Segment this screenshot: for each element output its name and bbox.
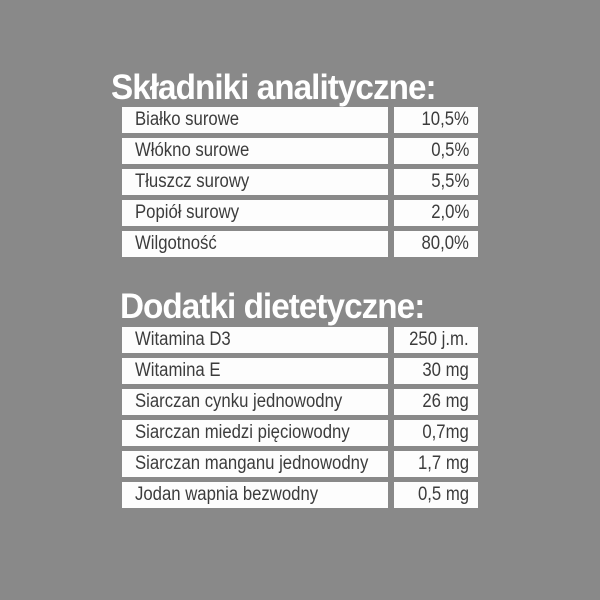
- row-label: [122, 107, 388, 133]
- table-row: [122, 231, 478, 257]
- table-row: [122, 169, 478, 195]
- ingredient-amount: 0,5 mg: [417, 484, 469, 505]
- ingredient-amount: 5,5%: [430, 171, 469, 192]
- row-value: [394, 451, 478, 477]
- table-row: [122, 451, 478, 477]
- ingredient-name: Włókno surowe: [135, 140, 250, 161]
- ingredient-amount: 1,7 mg: [417, 453, 469, 474]
- ingredient-name: Jodan wapnia bezwodny: [135, 484, 319, 505]
- row-value: [394, 107, 478, 133]
- row-value: [394, 138, 478, 164]
- ingredient-name: Siarczan miedzi pięciowodny: [135, 422, 350, 443]
- row-label: [122, 231, 388, 257]
- ingredient-amount: 0,7mg: [422, 422, 469, 443]
- table-row: [122, 138, 478, 164]
- row-label: [122, 169, 388, 195]
- row-label: [122, 389, 388, 415]
- row-value: [394, 231, 478, 257]
- ingredient-name: Siarczan manganu jednowodny: [135, 453, 369, 474]
- table-row: [122, 358, 478, 384]
- analytical-components-table: [122, 107, 478, 257]
- table-row: [122, 420, 478, 446]
- ingredient-name: Wilgotność: [135, 233, 217, 254]
- table-row: [122, 389, 478, 415]
- row-label: [122, 420, 388, 446]
- table-row: [122, 200, 478, 226]
- ingredient-amount: 26 mg: [422, 391, 469, 412]
- ingredient-name: Białko surowe: [135, 109, 240, 130]
- row-value: [394, 327, 478, 353]
- row-label: [122, 200, 388, 226]
- ingredient-amount: 2,0%: [430, 202, 469, 223]
- ingredient-name: Siarczan cynku jednowodny: [135, 391, 343, 412]
- row-value: [394, 358, 478, 384]
- ingredient-name: Witamina E: [135, 360, 221, 381]
- row-label: [122, 358, 388, 384]
- section-title-analytical-components: Składniki analityczne:: [111, 68, 436, 107]
- ingredient-amount: 30 mg: [422, 360, 469, 381]
- row-label: [122, 451, 388, 477]
- ingredient-amount: 250 j.m.: [409, 329, 469, 350]
- row-value: [394, 420, 478, 446]
- ingredient-name: Popiół surowy: [135, 202, 240, 223]
- ingredient-amount: 10,5%: [421, 109, 469, 130]
- row-label: [122, 482, 388, 508]
- ingredient-name: Tłuszcz surowy: [135, 171, 250, 192]
- row-label: [122, 327, 388, 353]
- section-title-dietary-additives: Dodatki dietetyczne:: [120, 287, 425, 326]
- row-value: [394, 169, 478, 195]
- dietary-additives-table: [122, 327, 478, 508]
- row-value: [394, 389, 478, 415]
- row-value: [394, 482, 478, 508]
- ingredient-name: Witamina D3: [135, 329, 231, 350]
- row-value: [394, 200, 478, 226]
- ingredient-amount: 80,0%: [421, 233, 469, 254]
- row-label: [122, 138, 388, 164]
- table-row: [122, 107, 478, 133]
- ingredient-amount: 0,5%: [430, 140, 469, 161]
- table-row: [122, 327, 478, 353]
- table-row: [122, 482, 478, 508]
